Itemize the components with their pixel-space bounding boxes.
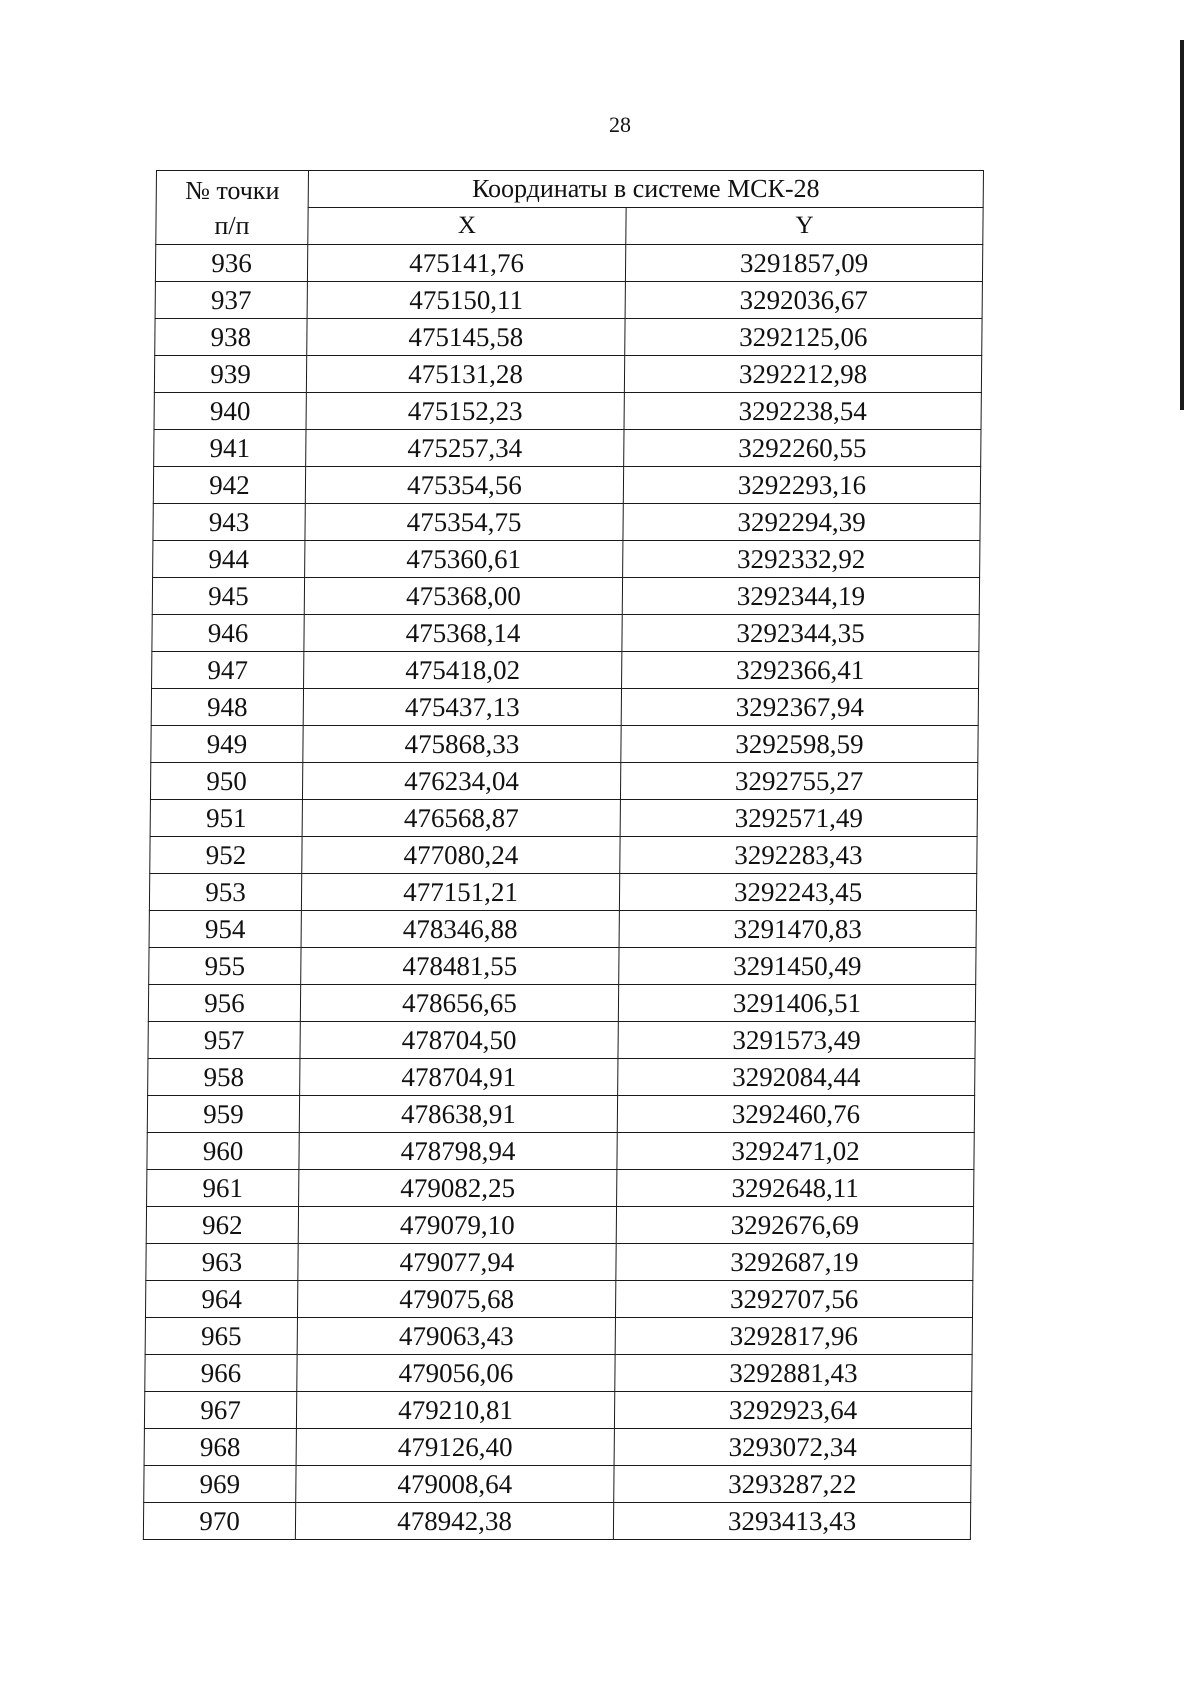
y-column-header: Y <box>626 208 983 245</box>
x-coordinate-cell: 478481,55 <box>301 948 619 985</box>
y-coordinate-cell: 3292366,41 <box>622 652 979 689</box>
table-row <box>151 726 978 763</box>
table-row <box>152 652 979 689</box>
x-coordinate-cell: 477151,21 <box>301 874 619 911</box>
y-coordinate-cell: 3292212,98 <box>624 356 981 393</box>
y-coordinate-cell: 3292260,55 <box>624 430 981 467</box>
x-coordinate-cell: 478638,91 <box>299 1096 617 1133</box>
y-coordinate-cell: 3292881,43 <box>615 1355 972 1392</box>
point-number-cell: 957 <box>148 1022 300 1059</box>
x-coordinate-cell: 475145,58 <box>307 319 625 356</box>
table-row <box>145 1318 972 1355</box>
point-number-cell: 963 <box>146 1244 298 1281</box>
point-number-cell: 941 <box>154 430 306 467</box>
y-coordinate-cell: 3292238,54 <box>624 393 981 430</box>
table-row <box>155 319 982 356</box>
table-body <box>143 245 982 1540</box>
point-number-cell: 937 <box>155 282 307 319</box>
point-number-cell: 961 <box>147 1170 299 1207</box>
point-number-cell: 952 <box>150 837 302 874</box>
table-row <box>148 985 975 1022</box>
point-number-cell: 953 <box>149 874 301 911</box>
y-coordinate-cell: 3292571,49 <box>620 800 977 837</box>
y-coordinate-cell: 3292460,76 <box>617 1096 974 1133</box>
point-number-cell: 943 <box>153 504 305 541</box>
table-row <box>148 1059 975 1096</box>
point-number-header-line2: п/п <box>214 210 250 240</box>
point-number-cell: 947 <box>152 652 304 689</box>
point-number-cell: 938 <box>155 319 307 356</box>
table-row <box>150 837 977 874</box>
x-column-header: X <box>308 208 626 245</box>
point-number-cell: 955 <box>149 948 301 985</box>
y-coordinate-cell: 3292755,27 <box>620 763 977 800</box>
table-row <box>147 1170 974 1207</box>
table-row <box>149 948 976 985</box>
y-coordinate-cell: 3291406,51 <box>618 985 975 1022</box>
point-number-cell: 960 <box>147 1133 299 1170</box>
table-row <box>149 874 976 911</box>
page-number: 28 <box>609 112 631 137</box>
table-row <box>153 541 980 578</box>
y-coordinate-cell: 3293413,43 <box>613 1503 970 1540</box>
y-coordinate-cell: 3292687,19 <box>616 1244 973 1281</box>
table-row <box>147 1096 974 1133</box>
x-coordinate-cell: 475418,02 <box>304 652 622 689</box>
point-number-cell: 945 <box>152 578 304 615</box>
point-number-cell: 970 <box>143 1503 295 1540</box>
y-coordinate-cell: 3292243,45 <box>619 874 976 911</box>
point-number-cell: 946 <box>152 615 304 652</box>
point-number-cell: 939 <box>154 356 306 393</box>
x-coordinate-cell: 479077,94 <box>298 1244 616 1281</box>
table-row <box>143 1503 970 1540</box>
y-coordinate-cell: 3293287,22 <box>614 1466 971 1503</box>
y-coordinate-cell: 3292598,59 <box>621 726 978 763</box>
x-coordinate-cell: 475152,23 <box>306 393 624 430</box>
point-number-cell: 964 <box>145 1281 297 1318</box>
x-coordinate-cell: 479008,64 <box>296 1466 614 1503</box>
x-coordinate-cell: 475868,33 <box>303 726 621 763</box>
table-row <box>144 1466 971 1503</box>
x-coordinate-cell: 475368,00 <box>304 578 622 615</box>
table-row <box>149 911 976 948</box>
coordinates-group-header: Координаты в системе МСК-28 <box>308 171 983 208</box>
x-coordinate-cell: 475437,13 <box>303 689 621 726</box>
x-coordinate-cell: 475360,61 <box>305 541 623 578</box>
x-coordinate-cell: 477080,24 <box>302 837 620 874</box>
x-coordinate-cell: 478656,65 <box>300 985 618 1022</box>
x-coordinate-cell: 479210,81 <box>296 1392 614 1429</box>
point-number-cell: 958 <box>148 1059 300 1096</box>
scan-edge-line <box>1180 40 1184 410</box>
y-coordinate-cell: 3292293,16 <box>623 467 980 504</box>
x-coordinate-cell: 479075,68 <box>297 1281 615 1318</box>
x-coordinate-cell: 478942,38 <box>295 1503 613 1540</box>
x-coordinate-cell: 475131,28 <box>306 356 624 393</box>
table-row <box>154 356 981 393</box>
point-number-cell: 948 <box>151 689 303 726</box>
x-coordinate-cell: 478346,88 <box>301 911 619 948</box>
x-coordinate-cell: 479063,43 <box>297 1318 615 1355</box>
table-row <box>154 430 981 467</box>
point-number-cell: 965 <box>145 1318 297 1355</box>
point-number-cell: 959 <box>147 1096 299 1133</box>
y-coordinate-cell: 3292344,19 <box>622 578 979 615</box>
x-coordinate-cell: 476234,04 <box>302 763 620 800</box>
table-row <box>145 1355 972 1392</box>
x-coordinate-cell: 476568,87 <box>302 800 620 837</box>
point-number-cell: 968 <box>144 1429 296 1466</box>
y-coordinate-cell: 3292344,35 <box>622 615 979 652</box>
header-row-top <box>156 171 983 208</box>
table-row <box>155 245 982 282</box>
y-coordinate-cell: 3292676,69 <box>616 1207 973 1244</box>
table-row <box>150 763 977 800</box>
x-coordinate-cell: 479126,40 <box>296 1429 614 1466</box>
y-coordinate-cell: 3292817,96 <box>615 1318 972 1355</box>
table-row <box>155 282 982 319</box>
table-row <box>153 504 980 541</box>
y-coordinate-cell: 3292036,67 <box>625 282 982 319</box>
point-number-cell: 969 <box>144 1466 296 1503</box>
point-number-cell: 956 <box>148 985 300 1022</box>
table-row <box>152 615 979 652</box>
x-coordinate-cell: 479056,06 <box>297 1355 615 1392</box>
table-row <box>148 1022 975 1059</box>
x-coordinate-cell: 475257,34 <box>306 430 624 467</box>
x-coordinate-cell: 475141,76 <box>307 245 625 282</box>
table-row <box>150 800 977 837</box>
table-row <box>153 467 980 504</box>
y-coordinate-cell: 3292648,11 <box>617 1170 974 1207</box>
y-coordinate-cell: 3292707,56 <box>615 1281 972 1318</box>
x-coordinate-cell: 478798,94 <box>299 1133 617 1170</box>
table-row <box>144 1392 971 1429</box>
y-coordinate-cell: 3292367,94 <box>621 689 978 726</box>
y-coordinate-cell: 3293072,34 <box>614 1429 971 1466</box>
point-number-header <box>156 171 309 245</box>
table-row <box>154 393 981 430</box>
point-number-cell: 954 <box>149 911 301 948</box>
table-row <box>147 1133 974 1170</box>
point-number-cell: 967 <box>144 1392 296 1429</box>
table-row <box>144 1429 971 1466</box>
point-number-cell: 951 <box>150 800 302 837</box>
table-row <box>145 1281 972 1318</box>
point-number-cell: 936 <box>155 245 307 282</box>
y-coordinate-cell: 3292923,64 <box>614 1392 971 1429</box>
y-coordinate-cell: 3292084,44 <box>618 1059 975 1096</box>
y-coordinate-cell: 3291857,09 <box>625 245 982 282</box>
point-number-cell: 944 <box>153 541 305 578</box>
point-number-cell: 950 <box>150 763 302 800</box>
y-coordinate-cell: 3292332,92 <box>623 541 980 578</box>
table-row <box>152 578 979 615</box>
x-coordinate-cell: 479082,25 <box>299 1170 617 1207</box>
point-number-cell: 942 <box>153 467 305 504</box>
point-number-header-line1: № точки <box>185 175 280 205</box>
y-coordinate-cell: 3292283,43 <box>620 837 977 874</box>
coordinates-table <box>143 170 984 1540</box>
point-number-cell: 940 <box>154 393 306 430</box>
x-coordinate-cell: 478704,50 <box>300 1022 618 1059</box>
y-coordinate-cell: 3291470,83 <box>619 911 976 948</box>
y-coordinate-cell: 3292471,02 <box>617 1133 974 1170</box>
point-number-cell: 966 <box>145 1355 297 1392</box>
y-coordinate-cell: 3291573,49 <box>618 1022 975 1059</box>
x-coordinate-cell: 475368,14 <box>304 615 622 652</box>
point-number-cell: 949 <box>151 726 303 763</box>
table-row <box>151 689 978 726</box>
x-coordinate-cell: 475150,11 <box>307 282 625 319</box>
x-coordinate-cell: 475354,75 <box>305 504 623 541</box>
x-coordinate-cell: 478704,91 <box>300 1059 618 1096</box>
x-coordinate-cell: 475354,56 <box>305 467 623 504</box>
table-row <box>146 1207 973 1244</box>
table-header <box>156 171 984 245</box>
y-coordinate-cell: 3292294,39 <box>623 504 980 541</box>
y-coordinate-cell: 3292125,06 <box>625 319 982 356</box>
x-coordinate-cell: 479079,10 <box>298 1207 616 1244</box>
point-number-cell: 962 <box>146 1207 298 1244</box>
y-coordinate-cell: 3291450,49 <box>619 948 976 985</box>
table-row <box>146 1244 973 1281</box>
